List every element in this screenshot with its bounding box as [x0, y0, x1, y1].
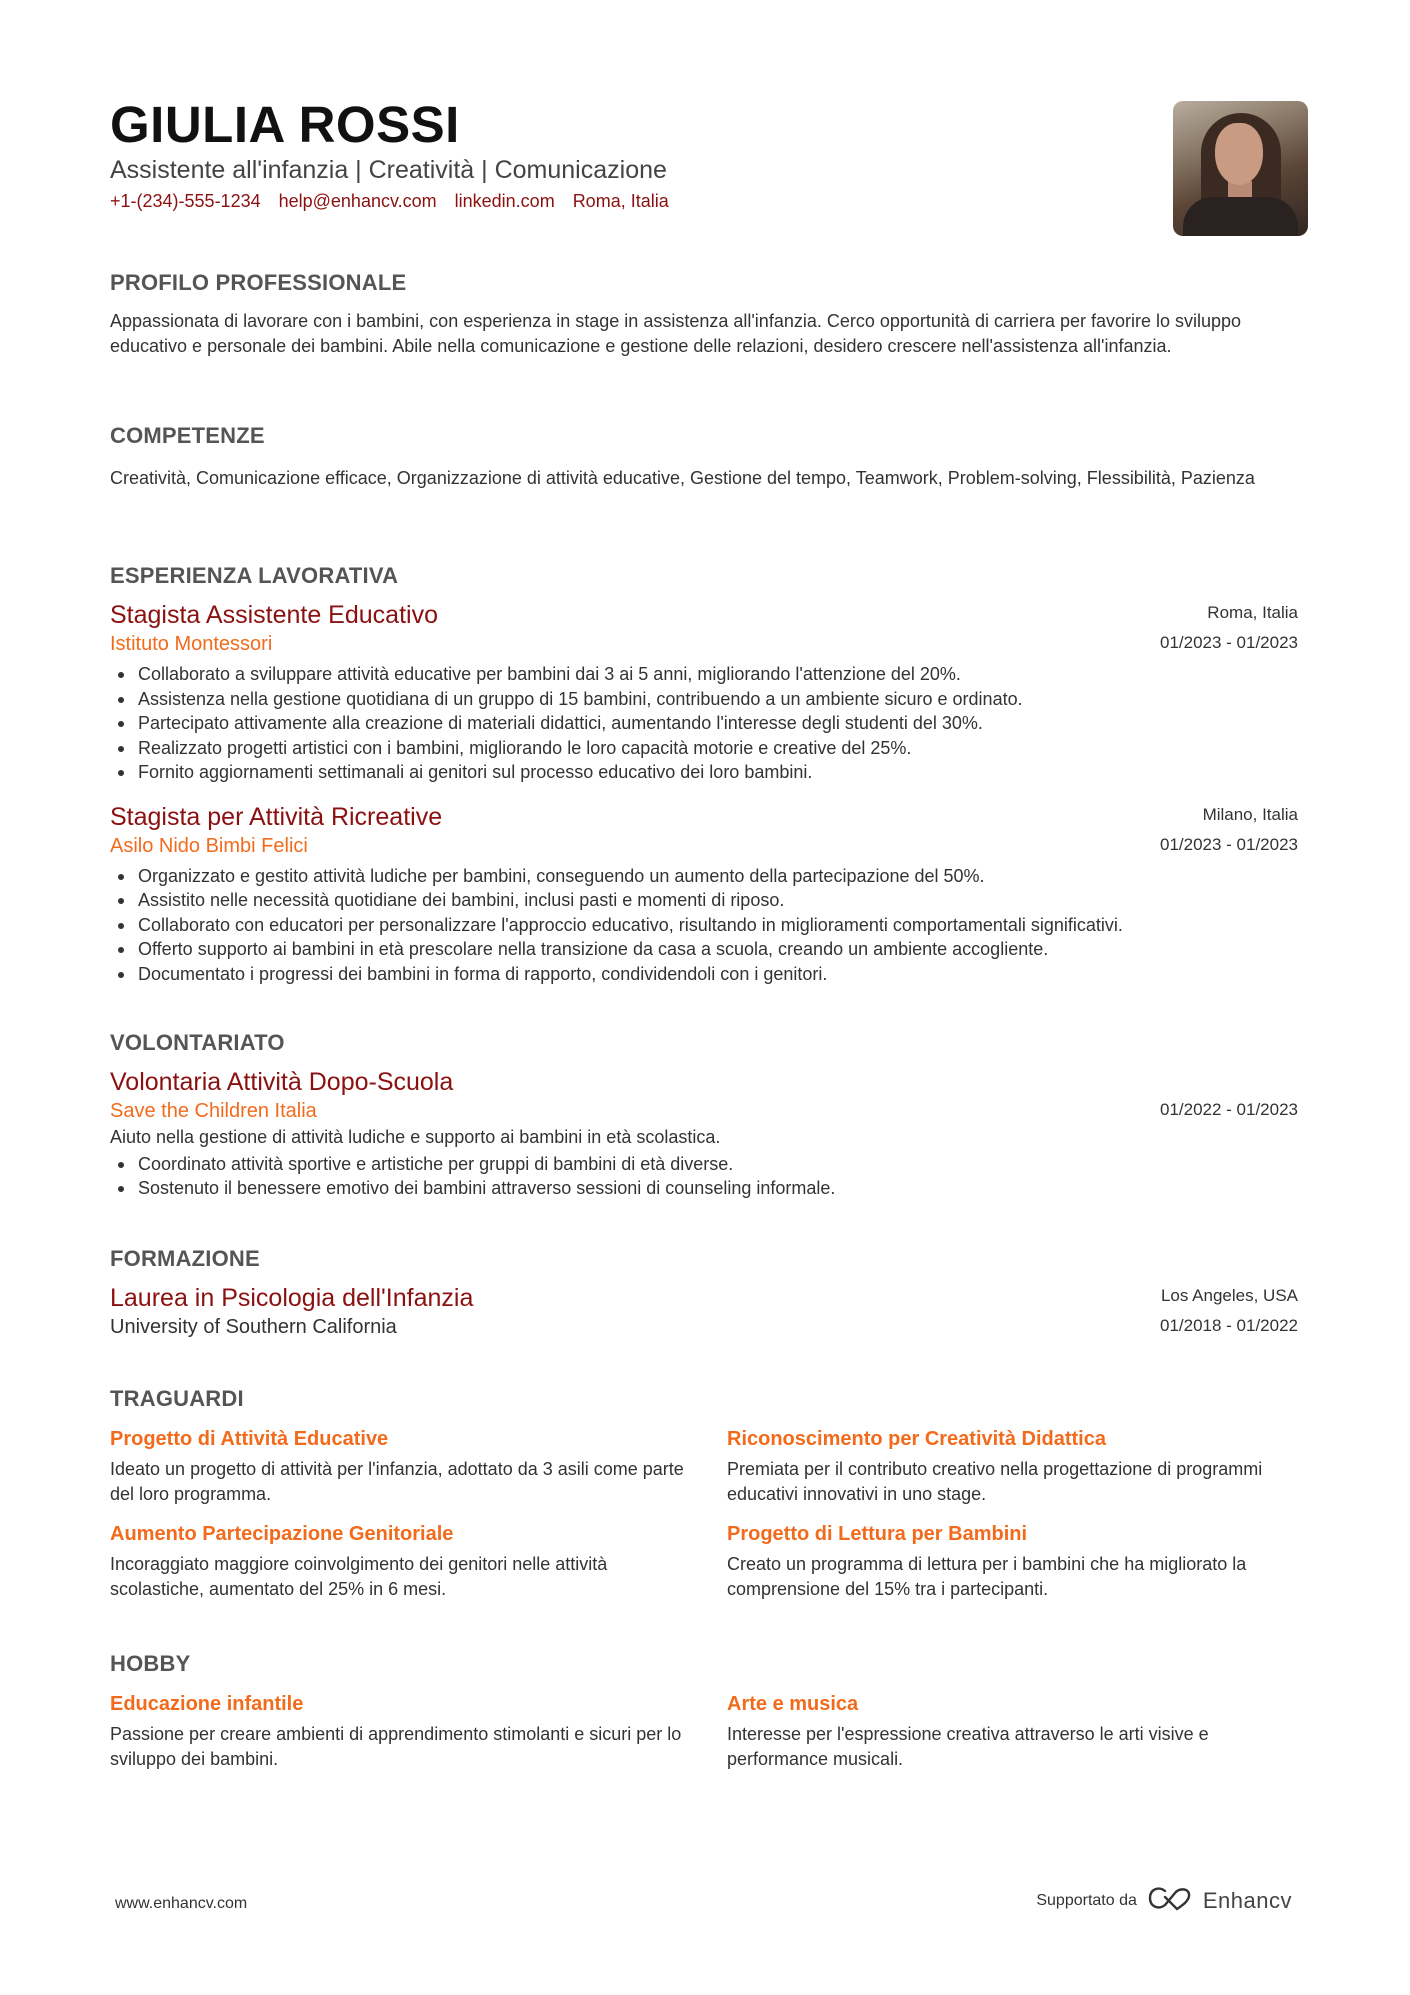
education-entry — [110, 1282, 1298, 1341]
achievement-card — [110, 1425, 727, 1506]
powered-by-label: Supportato da — [1036, 1891, 1137, 1909]
volunteer-description: Aiuto nella gestione di attività ludiche e supporto ai bambini in età scolastica. — [110, 1127, 721, 1147]
footer-branding — [1036, 1885, 1292, 1916]
enhancv-brand-name: Enhancv — [1202, 1887, 1292, 1913]
volunteer-role: Volontaria Attività Dopo-Scuola — [110, 1068, 454, 1096]
bullet-item: Fornito aggiornamenti settimanali ai genitori sul processo educativo dei loro bambini. — [110, 760, 1298, 785]
contact-location: Roma, Italia — [572, 191, 669, 211]
section-profile — [110, 269, 1298, 358]
bullet-item: Assistenza nella gestione quotidiana di un gruppo di 15 bambini, contribuendo a un ambiente sicuro e ordinato. — [110, 687, 1298, 712]
education-location: Los Angeles, USA — [1160, 1286, 1298, 1305]
company-name: Istituto Montessori — [110, 633, 273, 655]
hobby-title: Arte e musica — [727, 1693, 859, 1715]
photo-body-shape — [1183, 197, 1298, 236]
section-achievements — [110, 1385, 1298, 1601]
contact-linkedin[interactable]: linkedin.com — [454, 191, 555, 211]
section-title-achievements: TRAGUARDI — [110, 1386, 244, 1411]
candidate-name: GIULIA ROSSI — [110, 96, 460, 153]
profile-summary: Appassionata di lavorare con i bambini, con esperienza in stage in assistenza all'infanzia. Cerco opportunità di carriera per favorire lo sviluppo educativo e personale dei bambini. Abile nella comunicazione e gestione delle relazioni, desidero crescere nell'assistenza all'infanzia. — [110, 311, 1242, 356]
job-location: Roma, Italia — [1207, 603, 1298, 622]
hobbies-grid — [110, 1690, 1298, 1771]
job-bullets — [110, 864, 1298, 987]
section-education — [110, 1245, 1298, 1341]
bullet-item: Partecipato attivamente alla creazione di materiali didattici, aumentando l'interesse degli studenti del 30%. — [110, 711, 1298, 736]
experience-entry — [110, 801, 1298, 987]
education-meta — [1160, 1282, 1298, 1340]
contact-info — [110, 188, 1110, 214]
hobby-text: Interesse per l'espressione creativa attraverso le arti visive e performance musicali. — [727, 1724, 1209, 1769]
enhancv-logo-icon — [1147, 1885, 1193, 1916]
section-experience — [110, 562, 1298, 986]
job-dates: 01/2023 - 01/2023 — [1159, 633, 1298, 652]
achievement-title: Riconoscimento per Creatività Didattica — [727, 1428, 1106, 1450]
achievement-title: Progetto di Lettura per Bambini — [727, 1523, 1028, 1545]
school-name: University of Southern California — [110, 1316, 397, 1338]
achievement-card — [727, 1520, 1298, 1601]
achievement-text: Creato un programma di lettura per i bambini che ha migliorato la comprensione del 15% tra i partecipanti. — [727, 1554, 1247, 1599]
bullet-item: Documentato i progressi dei bambini in forma di rapporto, condividendoli con i genitori. — [110, 962, 1298, 987]
job-location: Milano, Italia — [1202, 804, 1298, 824]
education-dates: 01/2018 - 01/2022 — [1159, 1316, 1298, 1335]
job-bullets — [110, 662, 1298, 785]
section-title-education: FORMAZIONE — [110, 1246, 260, 1271]
hobby-card — [110, 1690, 727, 1771]
degree-title: Laurea in Psicologia dell'Infanzia — [110, 1284, 474, 1312]
section-volunteering — [110, 1029, 1298, 1201]
hobby-card — [727, 1690, 1298, 1771]
achievement-card — [727, 1425, 1298, 1506]
bullet-item: Sostenuto il benessere emotivo dei bambini attraverso sessioni di counseling informale. — [110, 1176, 1298, 1201]
footer-website-link[interactable]: www.enhancv.com — [115, 1895, 248, 1912]
achievements-grid — [110, 1425, 1298, 1601]
bullet-item: Organizzato e gestito attività ludiche per bambini, conseguendo un aumento della partecipazione del 50%. — [110, 864, 1298, 889]
section-title-volunteering: VOLONTARIATO — [110, 1030, 285, 1055]
job-title: Stagista per Attività Ricreative — [110, 802, 443, 831]
contact-phone[interactable]: +1-(234)-555-1234 — [110, 191, 261, 211]
achievement-text: Incoraggiato maggiore coinvolgimento dei genitori nelle attività scolastiche, aumentato del 25% in 6 mesi. — [110, 1554, 608, 1599]
volunteer-dates: 01/2022 - 01/2023 — [1159, 1100, 1298, 1119]
volunteer-location-empty — [1160, 1066, 1298, 1096]
section-title-experience: ESPERIENZA LAVORATIVA — [110, 563, 399, 588]
hobby-text: Passione per creare ambienti di apprendimento stimolanti e sicuri per lo sviluppo dei bambini. — [110, 1724, 682, 1769]
skills-list: Creatività, Comunicazione efficace, Organizzazione di attività educative, Gestione del tempo, Teamwork, Problem-solving, Flessibilità, Pazienza — [110, 468, 1255, 488]
job-meta — [1160, 599, 1298, 657]
volunteer-bullets — [110, 1152, 1298, 1201]
bullet-item: Realizzato progetti artistici con i bambini, migliorando le loro capacità motorie e creative del 25%. — [110, 736, 1298, 761]
candidate-headline: Assistente all'infanzia | Creatività | Comunicazione — [110, 156, 667, 184]
bullet-item: Collaborato a sviluppare attività educative per bambini dai 3 ai 5 anni, migliorando l'attenzione del 20%. — [110, 662, 1298, 687]
section-title-skills: COMPETENZE — [110, 423, 265, 448]
achievement-title: Progetto di Attività Educative — [110, 1428, 389, 1450]
section-title-profile: PROFILO PROFESSIONALE — [110, 270, 407, 295]
photo-face-shape — [1215, 123, 1263, 185]
contact-email[interactable]: help@enhancv.com — [278, 191, 437, 211]
volunteer-organization: Save the Children Italia — [110, 1100, 317, 1122]
profile-photo — [1173, 101, 1308, 236]
hobby-title: Educazione infantile — [110, 1693, 304, 1715]
volunteer-entry — [110, 1066, 1298, 1201]
resume-header — [110, 96, 1110, 214]
section-title-hobbies: HOBBY — [110, 1651, 191, 1676]
achievement-card — [110, 1520, 727, 1601]
achievement-title: Aumento Partecipazione Genitoriale — [110, 1523, 454, 1545]
job-meta — [1160, 801, 1298, 859]
job-dates: 01/2023 - 01/2023 — [1159, 834, 1298, 854]
company-name: Asilo Nido Bimbi Felici — [110, 834, 308, 857]
experience-entry — [110, 599, 1298, 785]
achievement-text: Ideato un progetto di attività per l'infanzia, adottato da 3 asili come parte del loro programma. — [110, 1459, 684, 1504]
volunteer-meta — [1160, 1066, 1298, 1124]
section-hobbies — [110, 1650, 1298, 1771]
bullet-item: Assistito nelle necessità quotidiane dei bambini, inclusi pasti e momenti di riposo. — [110, 888, 1298, 913]
job-title: Stagista Assistente Educativo — [110, 601, 438, 629]
section-skills — [110, 422, 1298, 491]
bullet-item: Offerto supporto ai bambini in età prescolare nella transizione da casa a scuola, creando un ambiente accogliente. — [110, 937, 1298, 962]
achievement-text: Premiata per il contributo creativo nella progettazione di programmi educativi innovativi in uno stage. — [727, 1459, 1263, 1504]
bullet-item: Collaborato con educatori per personalizzare l'approccio educativo, risultando in miglioramenti comportamentali significativi. — [110, 913, 1298, 938]
bullet-item: Coordinato attività sportive e artistiche per gruppi di bambini di età diverse. — [110, 1152, 1298, 1177]
